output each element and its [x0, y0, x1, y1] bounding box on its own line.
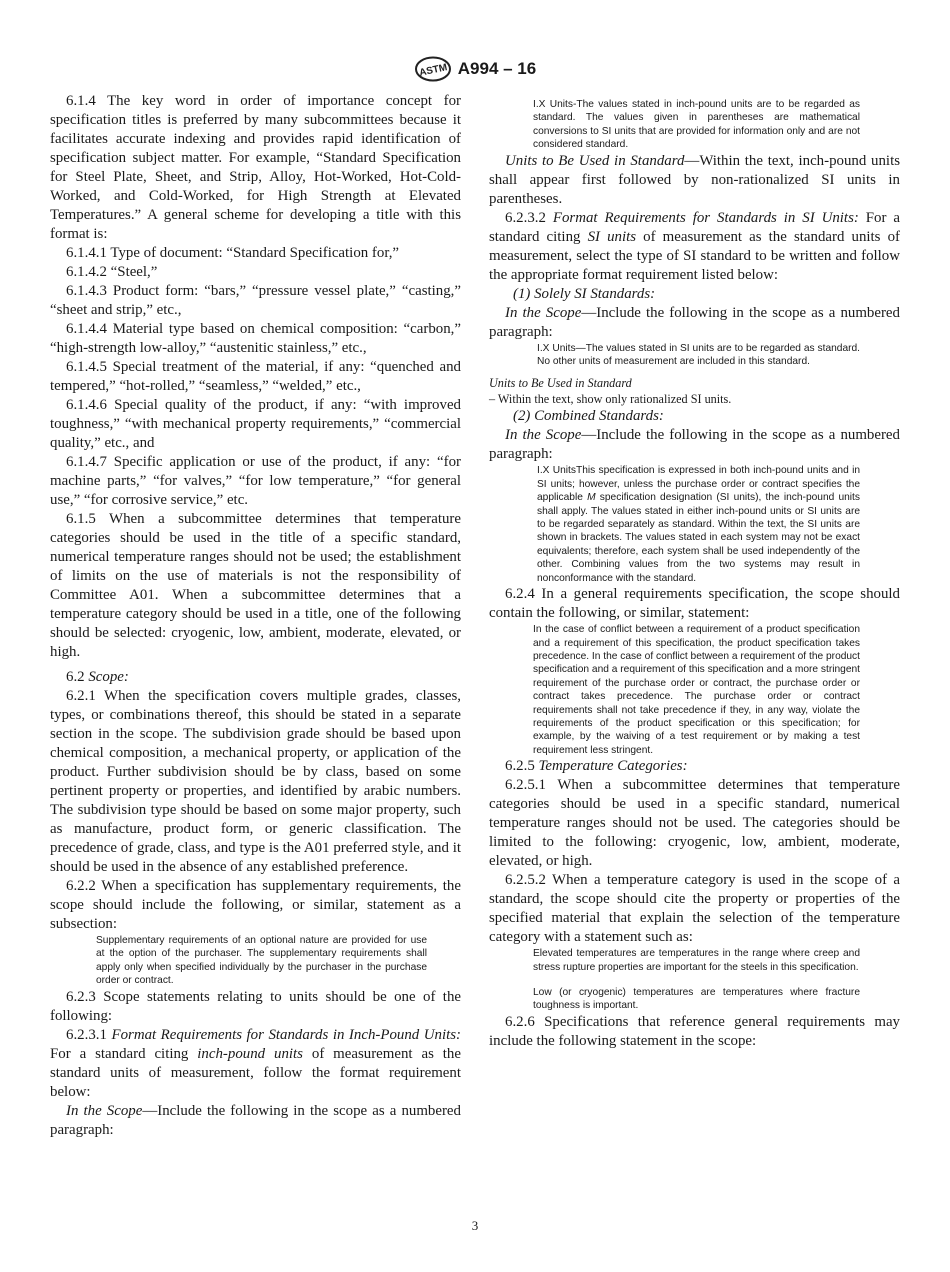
para-6-2-3: 6.2.3 Scope statements relating to units should be one of the following:	[50, 988, 461, 1024]
para-text: For a standard citing	[489, 209, 900, 245]
para-units-used	[489, 152, 900, 209]
para-6-2-5-2: 6.2.5.2 When a temperature category is used in the scope of a standard, the scope should cite the property or properties of the specified material that explain the selection of the temperature category with a statement such as:	[489, 872, 900, 946]
para-text: —Within the text, inch-pound units shall appear first followed by non-rationalized SI units in parentheses.	[489, 152, 900, 207]
para-6-2-2: 6.2.2 When a specification has supplementary requirements, the scope should include the following, or similar, statement as a subsection:	[50, 878, 461, 932]
page-number: 3	[471, 1218, 479, 1233]
quote-si-units: I.X Units—The values stated in SI units are to be regarded as standard. No other units of measurement are included in this standard.	[537, 342, 860, 368]
para-6-1-4: 6.1.4 The key word in order of importance concept for specification titles is preferred by many subcommittees because it facilitates accurate indexing and provides rapid identification of specification subject matter. For example, “Standard Specification for Steel Plate, Sheet, and Strip, Alloy, Hot-Worked, Hot-Cold-Worked, and Cold-Worked, for High Strength at Elevated Temperatures.” A general scheme for developing a title with this format is:	[50, 93, 461, 242]
para-6-1-4-1: 6.1.4.1 Type of document: “Standard Specification for,”	[66, 245, 400, 261]
units-used-si-text: – Within the text, show only rationalized SI units.	[489, 392, 732, 407]
quote-text: I.X UnitsThis specification is expressed in both inch-pound units and in SI units; however, unless the purchase order or contract specifies the applicable	[537, 465, 860, 504]
para-6-2-3-1	[50, 1026, 461, 1102]
quote-text: specification designation (SI units), the inch-pound units shall apply. The values stated in either inch-pound units or SI units are to be regarded separately as standard. Within the text, the SI units are shown in brackets. The values stated in each system may not be exact equivalents; therefore, each system shall be used independently of the other. Combining values from the two systems may result in nonconformance with the standard.	[537, 492, 860, 584]
para-6-1-4-3: 6.1.4.3 Product form: “bars,” “pressure vessel plate,” “casting,” “sheet and strip,” etc.,	[50, 283, 461, 318]
para-emphasis: inch-pound units	[197, 1045, 303, 1062]
quote-low-temperatures: Low (or cryogenic) temperatures are temperatures where fracture toughness is important.	[533, 986, 860, 1012]
para-text: For a standard citing	[50, 1045, 189, 1062]
quote-combined-units	[489, 464, 900, 585]
para-6-1-4-7: 6.1.4.7 Specific application or use of the product, if any: “for machine parts,” “for valves,” “for low temperature,” “for general use,” “for corrosive service,” etc.	[50, 454, 461, 508]
page-header	[0, 56, 950, 82]
para-6-2-3-2	[489, 209, 900, 285]
astm-logo-icon	[414, 56, 452, 82]
para-emphasis: In the Scope	[66, 1102, 143, 1119]
section-number: 6.2	[66, 669, 85, 685]
solely-si-heading	[489, 285, 900, 304]
para-emphasis: (1) Solely SI Standards:	[513, 285, 656, 302]
para-6-2-1: 6.2.1 When the specification covers multiple grades, classes, types, or combinations thereof, this should be stated in a separate section in the scope. The subdivision grade should be based upon chemical composition, a mechanical property, or application of the product. Further subdivision should be by class, based on some pertinent property or properties, and identified by arabic numbers. The subdivision type should be based on some major property, such as manufacture, product form, or generic classification. The precedence of grade, class, and type is the A01 preferred style, and it should be used in the absence of any established preference.	[50, 688, 461, 875]
quote-inch-pound-units: I.X Units-The values stated in inch-pound units are to be regarded as standard. The values given in parentheses are mathematical conversions to SI units that are provided for information only and are not considered standard.	[533, 99, 860, 151]
para-emphasis: (2) Combined Standards:	[513, 408, 664, 425]
para-6-2-4: 6.2.4 In a general requirements specification, the scope should contain the following, or similar, statement:	[489, 586, 900, 622]
para-in-the-scope	[50, 1102, 461, 1140]
para-title: Temperature Categories:	[538, 758, 688, 775]
para-6-1-5: 6.1.5 When a subcommittee determines that temperature categories should be used in the title of a specific standard, numerical temperature ranges should not be used; the establishment of limits on the use of materials is not the responsibility of Committee A01. When a subcommittee determines that a temperature category should be used in a title, one of the following should be selected: cryogenic, low, ambient, moderate, elevated, or high.	[50, 511, 461, 660]
section-6-2-heading	[50, 668, 461, 687]
para-6-1-4-2: 6.1.4.2 “Steel,”	[66, 264, 158, 280]
para-6-1-4-6: 6.1.4.6 Special quality of the product, if any: “with improved toughness,” “with mechanical property requirements,” “commercial quality,” etc., and	[50, 397, 461, 451]
quote-conflict: In the case of conflict between a requirement of a product specification and a requirement of this specification, the product specification takes precedence. In the case of conflict between a requirement of the product specification and a requirement of this specification and a more stringent requirement of the purchase order or contract, the purchase order or contract takes precedence. The purchase order or contract requirements shall not take precedence if they, in any way, violate the requirements of the product specification or this specification; for example, by the waiving of a test requirement or by making a test requirement less stringent.	[533, 624, 860, 756]
para-6-1-4-5: 6.1.4.5 Special treatment of the material, if any: “quenched and tempered,” “hot-rolled,” “seamless,” “welded,” etc.,	[50, 359, 461, 394]
units-used-si-label: Units to Be Used in Standard	[489, 376, 632, 391]
quote-supplementary: Supplementary requirements of an optional nature are provided for use at the option of the purchaser. The supplementary requirements shall apply only when specified individually by the purchaser in the purchase order or contract.	[96, 935, 427, 987]
para-emphasis: In the Scope	[505, 304, 582, 321]
para-emphasis: SI units	[587, 228, 637, 245]
para-emphasis: In the Scope	[505, 427, 582, 444]
para-title: Format Requirements for Standards in Inch-Pound Units:	[111, 1026, 461, 1043]
para-in-the-scope-si	[489, 304, 900, 342]
combined-heading	[489, 407, 900, 426]
para-text: —Include the following in the scope as a numbered paragraph:	[489, 304, 900, 340]
para-text: of measurement as the standard units of measurement, follow the format requirement below:	[50, 1045, 461, 1100]
left-column	[50, 92, 461, 1140]
para-6-2-5-1: 6.2.5.1 When a subcommittee determines that temperature categories should be used in a specific standard, numerical temperature ranges should not be used. The categories should be limited to the following: cryogenic, low, ambient, moderate, elevated, or high.	[489, 777, 900, 870]
para-number: 6.2.5	[505, 758, 535, 775]
para-emphasis: Units to Be Used in Standard	[505, 152, 685, 169]
para-number: 6.2.3.2	[505, 209, 546, 226]
right-column	[489, 98, 900, 1051]
para-6-1-4-4: 6.1.4.4 Material type based on chemical composition: “carbon,” “high-strength low-alloy,” “austenitic stainless,” etc.,	[50, 321, 461, 356]
para-text: —Include the following in the scope as a numbered paragraph:	[50, 1102, 461, 1138]
section-6-2-5-heading	[489, 757, 900, 776]
svg-text:ASTM: ASTM	[418, 62, 449, 79]
quote-elevated-temperatures: Elevated temperatures are temperatures in the range where creep and stress rupture properties are important for the steels in this specification.	[533, 948, 860, 973]
para-6-2-6: 6.2.6 Specifications that reference general requirements may include the following statement in the scope:	[489, 1013, 900, 1049]
para-number: 6.2.3.1	[66, 1026, 107, 1043]
quote-emphasis: M	[587, 492, 596, 504]
designation: A994 – 16	[457, 59, 537, 78]
para-text: —Include the following in the scope as a numbered paragraph:	[489, 427, 900, 463]
para-in-the-scope-combined	[489, 426, 900, 464]
para-text: of measurement as the standard units of measurement, select the type of SI standard to be written and follow the appropriate format requirement listed below:	[489, 228, 900, 283]
section-title: Scope:	[88, 669, 129, 685]
para-title: Format Requirements for Standards in SI Units:	[552, 209, 859, 226]
